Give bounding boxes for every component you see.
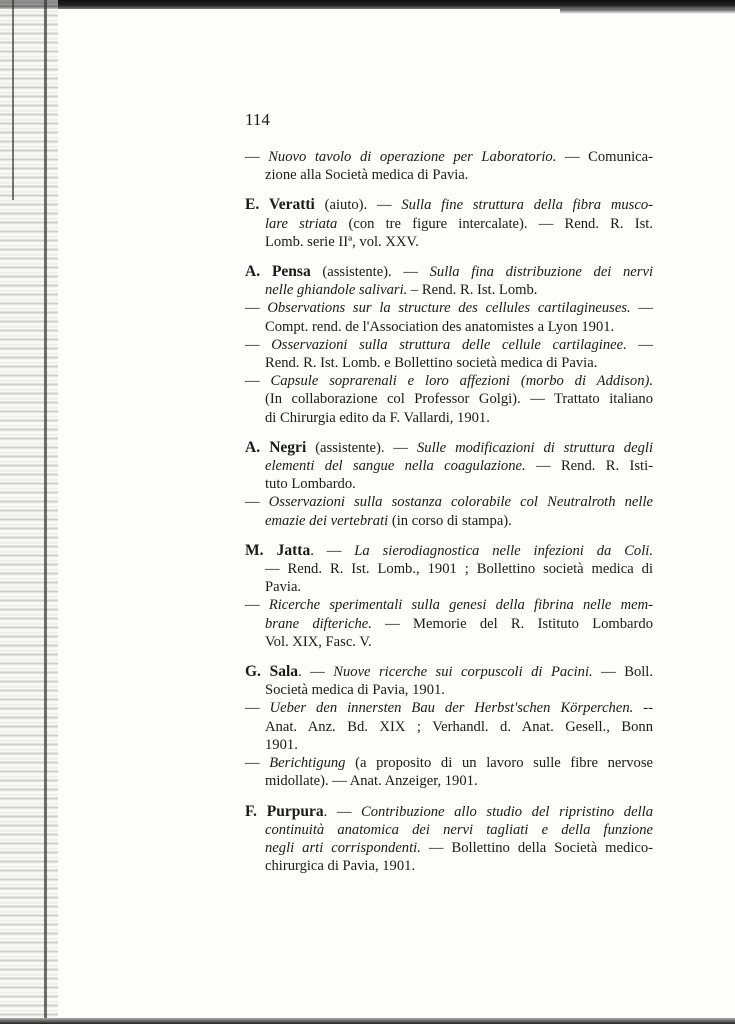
- citation-text: Rend. R. Ist. Lomb. e Bollettino società medica di Pavia.: [265, 355, 598, 372]
- citation-text: (assistente). —: [310, 264, 430, 281]
- citation-text: (in corso di stampa).: [388, 512, 512, 529]
- author-entry: [245, 542, 653, 651]
- text-line: [245, 736, 653, 754]
- citation-text: Lomb. serie IIª, vol. XXV.: [265, 233, 419, 250]
- publication-title: Contribuzione allo studio del ripristino della: [361, 803, 653, 820]
- author-entry: [245, 196, 653, 251]
- citation-text: —: [245, 494, 269, 511]
- citation-text: —: [630, 300, 653, 317]
- publication-item: [245, 263, 653, 299]
- publication-title: Sulla fina distribuzione dei nervi: [429, 264, 653, 281]
- citation-text: (aiuto). —: [314, 197, 402, 214]
- citation-text: — Memorie del R. Istituto Lombardo: [371, 615, 653, 632]
- citation-text: – Rend. R. Ist. Lomb.: [407, 282, 538, 299]
- text-line: [245, 390, 653, 408]
- text-line: [245, 754, 653, 772]
- publication-item: [245, 663, 653, 699]
- bibliography-list: [245, 148, 653, 887]
- text-line: [245, 354, 653, 372]
- text-line: [245, 699, 653, 717]
- text-line: [245, 839, 653, 857]
- publication-title: nelle ghiandole salivari.: [265, 282, 408, 299]
- author-entry: [245, 263, 653, 427]
- publication-item: [245, 336, 653, 372]
- publication-title: emazie dei vertebrati: [265, 512, 389, 529]
- author-name: G. Sala: [245, 663, 299, 681]
- citation-text: —: [245, 373, 271, 390]
- citation-text: (con tre figure intercalate). — Rend. R. Ist.: [337, 215, 653, 232]
- text-line: [245, 409, 653, 427]
- publication-title: Ueber den innersten Bau der Herbst'schen Körperchen.: [269, 700, 634, 717]
- author-name: A. Negri: [245, 438, 307, 456]
- citation-text: Pavia.: [265, 579, 302, 596]
- publication-item: [245, 542, 653, 597]
- publication-title: elementi del sangue nella coagulazione.: [265, 458, 526, 475]
- publication-item: [245, 372, 653, 427]
- author-entry: [245, 803, 653, 876]
- publication-title: Osservazioni sulla struttura delle cellule cartilaginee.: [271, 336, 627, 353]
- page-number: 114: [245, 110, 270, 129]
- publication-item: [245, 196, 653, 251]
- citation-text: midollate). — Anat. Anzeiger, 1901.: [265, 773, 478, 790]
- text-line: [245, 512, 653, 530]
- author-entry: [245, 663, 653, 790]
- citation-text: --: [633, 700, 653, 717]
- publication-item: [245, 299, 653, 335]
- citation-text: . —: [298, 664, 334, 681]
- citation-text: (In collaborazione col Professor Golgi). — Trattato italiano: [265, 391, 653, 408]
- publication-title: Capsule soprarenali e loro affezioni (morbo di Addison).: [270, 373, 653, 390]
- citation-text: Anat. Anz. Bd. XIX ; Verhandl. d. Anat. Gesell., Bonn: [265, 718, 653, 735]
- publication-item: [245, 596, 653, 651]
- publication-title: Nuove ricerche sui corpuscoli di Pacini.: [333, 664, 593, 681]
- citation-text: — Comunica-: [556, 149, 653, 165]
- text-line: [245, 336, 653, 354]
- author-name: E. Veratti: [245, 196, 315, 214]
- text-line: [245, 215, 653, 233]
- author-name: A. Pensa: [245, 263, 311, 281]
- text-line: [245, 596, 653, 614]
- citation-text: —: [245, 336, 272, 353]
- citation-text: (a proposito di un lavoro sulle fibre nervose: [345, 755, 653, 772]
- text-line: [245, 372, 653, 390]
- scan-binding-line: [44, 0, 47, 1024]
- publication-item: [245, 439, 653, 494]
- text-line: [245, 772, 653, 790]
- citation-text: —: [245, 149, 269, 165]
- text-line: [245, 457, 653, 475]
- publication-title: Nuovo tavolo di operazione per Laboratorio.: [268, 149, 557, 165]
- text-line: [245, 233, 653, 251]
- text-line: [245, 263, 653, 281]
- text-line: [245, 166, 653, 184]
- publication-title: negli arti corrispondenti.: [265, 839, 421, 856]
- citation-text: Compt. rend. de l'Association des anatomistes a Lyon 1901.: [265, 318, 615, 335]
- citation-text: — Boll.: [592, 664, 654, 681]
- text-line: [245, 318, 653, 336]
- citation-text: tuto Lombardo.: [265, 476, 356, 493]
- publication-title: lare striata: [265, 215, 338, 232]
- publication-item: [245, 493, 653, 529]
- citation-text: Società medica di Pavia, 1901.: [265, 682, 445, 699]
- author-name: M. Jatta: [245, 541, 311, 559]
- text-line: [245, 439, 653, 457]
- citation-text: — Bollettino della Società medico-: [420, 839, 654, 856]
- text-line: [245, 281, 653, 299]
- citation-text: 1901.: [265, 736, 298, 753]
- publication-title: Observations sur la structure des cellules cartilagineuses.: [267, 300, 631, 317]
- publication-item: [245, 754, 653, 790]
- text-line: [245, 542, 653, 560]
- author-entry: [245, 439, 653, 530]
- citation-text: (assistente). —: [306, 439, 417, 456]
- citation-text: —: [245, 755, 270, 772]
- scan-top-edge: [0, 0, 735, 9]
- text-line: [245, 633, 653, 651]
- text-line: [245, 803, 653, 821]
- text-line: [245, 857, 653, 875]
- publication-item: [245, 148, 653, 184]
- text-line: [245, 681, 653, 699]
- citation-text: . —: [310, 542, 355, 559]
- author-name: F. Purpura: [245, 802, 324, 820]
- scan-bottom-edge: [0, 1018, 735, 1024]
- author-entry: [245, 148, 653, 184]
- citation-text: Vol. XIX, Fasc. V.: [265, 633, 372, 650]
- publication-title: Sulla fine struttura della fibra musco-: [401, 197, 653, 214]
- text-line: [245, 560, 653, 578]
- text-line: [245, 493, 653, 511]
- citation-text: —: [626, 336, 653, 353]
- text-line: [245, 663, 653, 681]
- text-line: [245, 148, 653, 166]
- citation-text: —: [245, 300, 268, 317]
- citation-text: zione alla Società medica di Pavia.: [265, 167, 469, 184]
- citation-text: —: [245, 700, 270, 717]
- publication-item: [245, 803, 653, 876]
- text-line: [245, 299, 653, 317]
- citation-text: di Chirurgia edito da F. Vallardi, 1901.: [265, 409, 490, 426]
- text-line: [245, 475, 653, 493]
- scan-top-shadow: [560, 9, 735, 14]
- scan-binding-mark: [12, 0, 14, 200]
- text-line: [245, 615, 653, 633]
- text-line: [245, 196, 653, 214]
- text-line: [245, 821, 653, 839]
- publication-title: La sierodiagnostica nelle infezioni da Coli.: [354, 542, 653, 559]
- citation-text: — Rend. R. Ist. Lomb., 1901 ; Bollettino società medica di: [265, 561, 653, 578]
- citation-text: — Rend. R. Isti-: [525, 458, 653, 475]
- publication-title: Ricerche sperimentali sulla genesi della fibrina nelle mem-: [268, 597, 654, 614]
- publication-title: Osservazioni sulla sostanza colorabile col Neutralroth nelle: [268, 494, 653, 511]
- text-line: [245, 578, 653, 596]
- citation-text: —: [245, 597, 269, 614]
- text-line: [245, 718, 653, 736]
- citation-text: chirurgica di Pavia, 1901.: [265, 858, 416, 875]
- publication-title: Berichtigung: [269, 755, 346, 772]
- publication-title: brane difteriche.: [265, 615, 372, 632]
- publication-title: continuità anatomica dei nervi tagliati e della funzione: [265, 821, 653, 838]
- publication-title: Sulle modificazioni di struttura degli: [416, 439, 653, 456]
- citation-text: . —: [323, 803, 361, 820]
- scan-binding-edge: [0, 0, 58, 1024]
- publication-item: [245, 699, 653, 754]
